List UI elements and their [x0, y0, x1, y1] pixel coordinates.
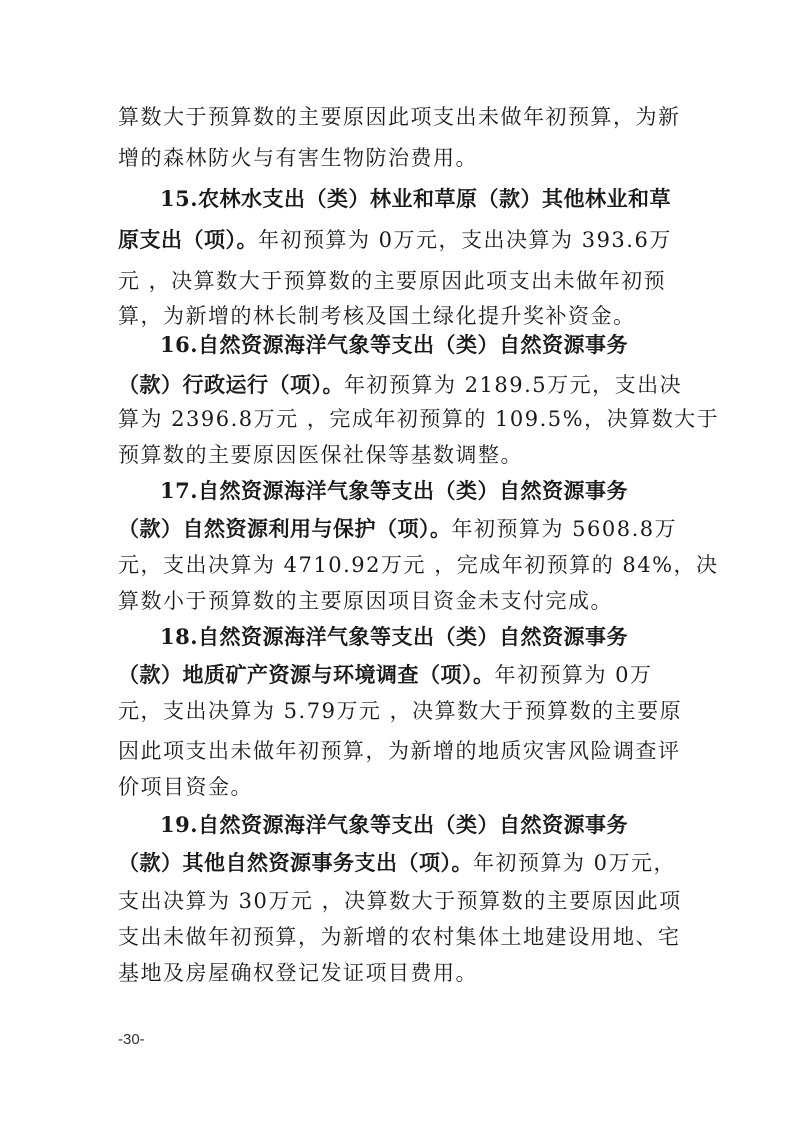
- text-span: 算为 2396.8万元 ，完成年初预算的 109.5%，决算数大于: [118, 407, 720, 431]
- text-span: 增的森林防火与有害生物防治费用。: [118, 146, 478, 170]
- body-text-line: [118, 736, 681, 766]
- body-text-line: [118, 660, 653, 690]
- body-text-line: [118, 550, 719, 580]
- text-span: 因此项支出未做年初预算，为新增的地质灾害风险调查评: [118, 739, 681, 763]
- body-text-line: [118, 772, 253, 802]
- bold-heading: （款）自然资源利用与保护（项）。: [118, 516, 452, 541]
- body-text-line: [118, 301, 636, 331]
- text-span: 元，支出决算为 4710.92万元 ，完成年初预算的 84%，决: [118, 553, 719, 577]
- bold-heading: （款）其他自然资源事务支出（项）。: [118, 850, 473, 875]
- text-span: 年初预算为 2189.5万元，支出决: [344, 373, 683, 397]
- bold-heading: 原支出（项）。: [118, 227, 258, 252]
- text-span: 支出决算为 30万元 ，决算数大于预算数的主要原因此项: [118, 889, 682, 913]
- text-span: 算数小于预算数的主要原因项目资金未支付完成。: [118, 589, 613, 613]
- bold-heading: 15.农林水支出（类）林业和草原（款）其他林业和草: [160, 186, 672, 211]
- item-heading-18: [160, 622, 628, 652]
- bold-heading: （款）地质矿产资源与环境调查（项）。: [118, 662, 495, 687]
- body-text-line: [118, 225, 672, 255]
- body-text-line: [118, 440, 523, 470]
- bold-heading: 16.自然资源海洋气象等支出（类）自然资源事务: [160, 332, 629, 357]
- item-heading-16: [160, 330, 628, 360]
- body-text-line: [118, 886, 682, 916]
- text-span: 年初预算为 0万元，: [473, 851, 677, 875]
- bold-heading: （款）行政运行（项）。: [118, 372, 344, 397]
- body-text-line: [118, 370, 682, 400]
- text-span: 年初预算为 5608.8万: [451, 517, 678, 541]
- body-text-line: [118, 514, 677, 544]
- text-span: 预算数的主要原因医保社保等基数调整。: [118, 443, 523, 467]
- page-number: -30-: [118, 1031, 145, 1048]
- body-text-line: [118, 266, 666, 296]
- item-heading-15: [160, 184, 671, 214]
- text-span: 基地及房屋确权登记发证项目费用。: [118, 961, 478, 985]
- body-text-line: [118, 102, 681, 132]
- bold-heading: 19.自然资源海洋气象等支出（类）自然资源事务: [160, 812, 629, 837]
- text-span: 元 ，决算数大于预算数的主要原因此项支出未做年初预: [118, 269, 667, 293]
- text-span: 价项目资金。: [118, 775, 253, 799]
- body-text-line: [118, 848, 676, 878]
- body-text-line: [118, 696, 682, 726]
- text-span: 算数大于预算数的主要原因此项支出未做年初预算，为新: [118, 105, 681, 129]
- body-text-line: [118, 958, 478, 988]
- bold-heading: 18.自然资源海洋气象等支出（类）自然资源事务: [160, 624, 629, 649]
- body-text-line: [118, 404, 719, 434]
- text-span: 算，为新增的林长制考核及国土绿化提升奖补资金。: [118, 304, 636, 328]
- body-text-line: [118, 922, 681, 952]
- body-text-line: [118, 143, 478, 173]
- text-span: 年初预算为 0万元，支出决算为 393.6万: [258, 228, 672, 252]
- text-span: 元，支出决算为 5.79万元 ，决算数大于预算数的主要原: [118, 699, 683, 723]
- body-text-line: [118, 586, 613, 616]
- item-heading-17: [160, 476, 628, 506]
- item-heading-19: [160, 810, 628, 840]
- bold-heading: 17.自然资源海洋气象等支出（类）自然资源事务: [160, 478, 629, 503]
- text-span: 支出未做年初预算，为新增的农村集体土地建设用地、宅: [118, 925, 681, 949]
- text-span: 年初预算为 0万: [494, 663, 653, 687]
